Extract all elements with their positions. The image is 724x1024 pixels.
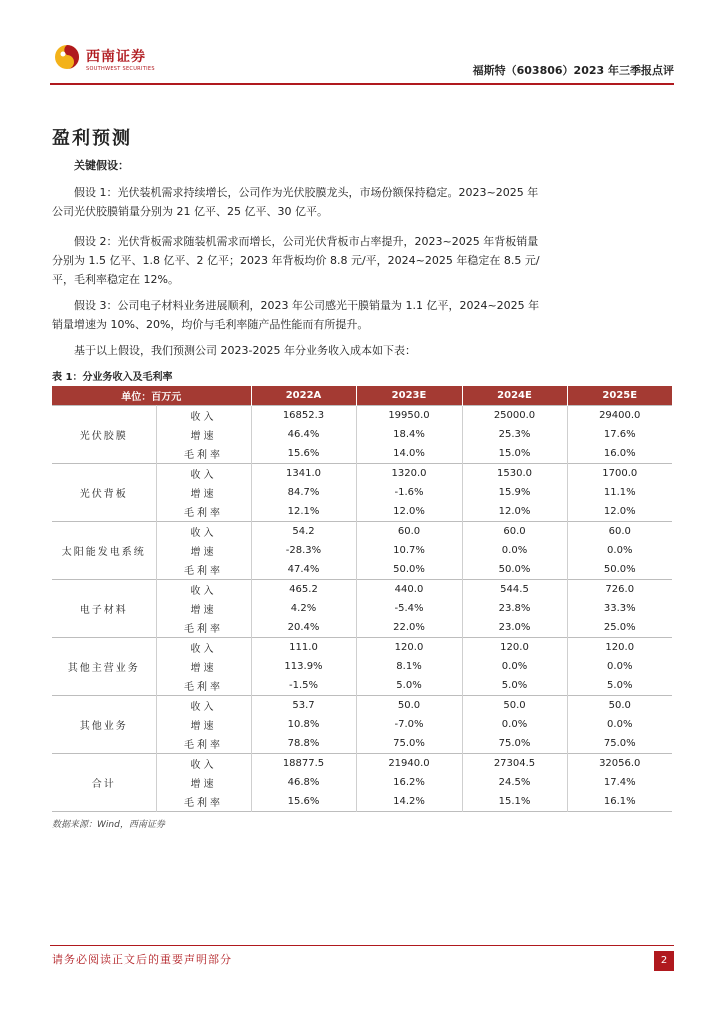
metric-label-cell: 毛利率: [156, 734, 251, 754]
value-cell: -5.4%: [356, 599, 462, 618]
segment-name-cell: 其他主营业务: [52, 638, 156, 696]
segment-name-cell: 其他业务: [52, 696, 156, 754]
table-header-row: [52, 386, 672, 406]
value-cell: 15.9%: [462, 483, 567, 502]
value-cell: 84.7%: [251, 483, 356, 502]
section-title: 盈利预测: [52, 128, 132, 149]
value-cell: 27304.5: [462, 754, 567, 774]
footer-disclaimer: 请务必阅读正文后的重要声明部分: [52, 953, 232, 966]
value-cell: 21940.0: [356, 754, 462, 774]
value-cell: 47.4%: [251, 560, 356, 580]
value-cell: 15.6%: [251, 792, 356, 812]
data-source-note: 数据来源：Wind，西南证券: [52, 820, 165, 830]
value-cell: 120.0: [462, 638, 567, 658]
metric-label-cell: 收入: [156, 696, 251, 716]
value-cell: 15.1%: [462, 792, 567, 812]
value-cell: 1320.0: [356, 464, 462, 484]
value-cell: -28.3%: [251, 541, 356, 560]
value-cell: 1530.0: [462, 464, 567, 484]
value-cell: 111.0: [251, 638, 356, 658]
unit-header: 单位：百万元: [52, 386, 251, 406]
value-cell: 16852.3: [251, 406, 356, 426]
value-cell: 29400.0: [567, 406, 672, 426]
table-row: [52, 638, 672, 658]
metric-label-cell: 收入: [156, 580, 251, 600]
value-cell: 60.0: [356, 522, 462, 542]
value-cell: 46.4%: [251, 425, 356, 444]
table-caption: 表 1：分业务收入及毛利率: [52, 372, 173, 383]
key-assumptions-heading: 关键假设：: [74, 159, 129, 172]
metric-label-cell: 收入: [156, 464, 251, 484]
segment-forecast-table: [52, 386, 672, 812]
value-cell: 50.0%: [356, 560, 462, 580]
value-cell: 11.1%: [603, 487, 636, 498]
value-cell: 14.0%: [356, 444, 462, 464]
value-cell: 75.0%: [603, 738, 636, 749]
value-cell: 50.0: [356, 696, 462, 716]
value-cell: 25.0%: [603, 622, 636, 633]
value-cell: 22.0%: [356, 618, 462, 638]
value-cell: 18.4%: [356, 425, 462, 444]
value-cell: -7.0%: [356, 715, 462, 734]
year-header: 2025E: [567, 386, 672, 406]
value-cell: 5.0%: [607, 680, 633, 691]
value-cell: 14.2%: [356, 792, 462, 812]
logo-en-text: SOUTHWEST SECURITIES: [86, 66, 155, 72]
value-cell: -1.6%: [356, 483, 462, 502]
metric-label-cell: 毛利率: [156, 560, 251, 580]
table-row: [52, 522, 672, 542]
value-cell: 50.0: [462, 696, 567, 716]
value-cell: 18877.5: [251, 754, 356, 774]
metric-label-cell: 收入: [156, 406, 251, 426]
year-header: 2023E: [356, 386, 462, 406]
table-row: [52, 696, 672, 716]
value-cell: 19950.0: [356, 406, 462, 426]
value-cell: 120.0: [567, 638, 672, 658]
metric-label-cell: 增速: [156, 773, 251, 792]
assumption-1: 假设 1：光伏装机需求持续增长，公司作为光伏胶膜龙头，市场份额保持稳定。2023~2025 年公司光伏胶膜销量分别为 21 亿平、25 亿平、30 亿平。: [52, 186, 539, 218]
value-cell: 10.7%: [356, 541, 462, 560]
segment-name-cell: 电子材料: [52, 580, 156, 638]
value-cell: 544.5: [462, 580, 567, 600]
logo-cn-text: 西南证券: [86, 49, 146, 65]
value-cell: -1.5%: [251, 676, 356, 696]
value-cell: 0.0%: [607, 661, 633, 672]
value-cell: 20.4%: [251, 618, 356, 638]
value-cell: 60.0: [567, 522, 672, 542]
value-cell: 12.0%: [356, 502, 462, 522]
segment-name-cell: 光伏背板: [52, 464, 156, 522]
value-cell: 16.2%: [356, 773, 462, 792]
value-cell: 5.0%: [356, 676, 462, 696]
value-cell: 25000.0: [462, 406, 567, 426]
table-row: [52, 754, 672, 774]
metric-label-cell: 收入: [156, 754, 251, 774]
value-cell: 23.0%: [462, 618, 567, 638]
value-cell: 1700.0: [567, 464, 672, 484]
forecast-intro: 基于以上假设，我们预测公司 2023-2025 年分业务收入成本如下表：: [74, 344, 416, 357]
table-row: [52, 580, 672, 600]
value-cell: 726.0: [567, 580, 672, 600]
value-cell: 50.0: [567, 696, 672, 716]
value-cell: 32056.0: [567, 754, 672, 774]
value-cell: 12.1%: [251, 502, 356, 522]
segment-name-cell: 合计: [52, 754, 156, 812]
value-cell: 75.0%: [356, 734, 462, 754]
metric-label-cell: 毛利率: [156, 792, 251, 812]
header-divider: [50, 83, 674, 85]
value-cell: 75.0%: [462, 734, 567, 754]
metric-label-cell: 毛利率: [156, 618, 251, 638]
value-cell: 12.0%: [603, 506, 636, 517]
value-cell: 78.8%: [251, 734, 356, 754]
value-cell: 50.0%: [603, 564, 636, 575]
value-cell: 0.0%: [462, 541, 567, 560]
metric-label-cell: 增速: [156, 425, 251, 444]
value-cell: 46.8%: [251, 773, 356, 792]
assumption-2: 假设 2：光伏背板需求随装机需求而增长，公司光伏背板市占率提升，2023~2025 年背板销量分别为 1.5 亿平、1.8 亿平、2 亿平；2023 年背板均价 8.8 元/平，2024~2025 年稳定在 8.5 元/平，毛利率稳定在 12%。: [52, 235, 540, 286]
value-cell: 0.0%: [462, 715, 567, 734]
value-cell: 53.7: [251, 696, 356, 716]
value-cell: 15.6%: [251, 444, 356, 464]
value-cell: 33.3%: [603, 603, 636, 614]
value-cell: 440.0: [356, 580, 462, 600]
value-cell: 17.4%: [603, 777, 636, 788]
value-cell: 10.8%: [251, 715, 356, 734]
value-cell: 17.6%: [603, 429, 636, 440]
value-cell: 8.1%: [356, 657, 462, 676]
value-cell: 12.0%: [462, 502, 567, 522]
segment-name-cell: 太阳能发电系统: [52, 522, 156, 580]
value-cell: 15.0%: [462, 444, 567, 464]
table-row: [52, 406, 672, 426]
value-cell: 5.0%: [462, 676, 567, 696]
metric-label-cell: 增速: [156, 599, 251, 618]
metric-label-cell: 增速: [156, 715, 251, 734]
company-logo: [50, 40, 180, 80]
value-cell: 4.2%: [251, 599, 356, 618]
page-number: 2: [654, 951, 674, 971]
value-cell: 465.2: [251, 580, 356, 600]
value-cell: 16.1%: [603, 796, 636, 807]
value-cell: 1341.0: [251, 464, 356, 484]
value-cell: 0.0%: [607, 719, 633, 730]
metric-label-cell: 毛利率: [156, 502, 251, 522]
metric-label-cell: 增速: [156, 483, 251, 502]
value-cell: 16.0%: [603, 448, 636, 459]
value-cell: 60.0: [462, 522, 567, 542]
metric-label-cell: 增速: [156, 541, 251, 560]
value-cell: 0.0%: [462, 657, 567, 676]
table-row: [52, 464, 672, 484]
metric-label-cell: 增速: [156, 657, 251, 676]
metric-label-cell: 毛利率: [156, 676, 251, 696]
footer-divider: [50, 945, 674, 946]
value-cell: 120.0: [356, 638, 462, 658]
year-header: 2024E: [462, 386, 567, 406]
assumption-3: 假设 3：公司电子材料业务进展顺利，2023 年公司感光干膜销量为 1.1 亿平，2024~2025 年销量增速为 10%、20%，均价与毛利率随产品性能而有所提升。: [52, 299, 540, 331]
metric-label-cell: 收入: [156, 522, 251, 542]
metric-label-cell: 毛利率: [156, 444, 251, 464]
value-cell: 0.0%: [607, 545, 633, 556]
value-cell: 113.9%: [251, 657, 356, 676]
metric-label-cell: 收入: [156, 638, 251, 658]
value-cell: 50.0%: [462, 560, 567, 580]
report-title: 福斯特（603806）2023 年三季报点评: [472, 64, 674, 77]
value-cell: 24.5%: [462, 773, 567, 792]
year-header: 2022A: [251, 386, 356, 406]
value-cell: 23.8%: [462, 599, 567, 618]
value-cell: 54.2: [251, 522, 356, 542]
value-cell: 25.3%: [462, 425, 567, 444]
page-header: [50, 40, 674, 82]
logo-emblem-icon: [54, 44, 80, 70]
segment-name-cell: 光伏胶膜: [52, 406, 156, 464]
